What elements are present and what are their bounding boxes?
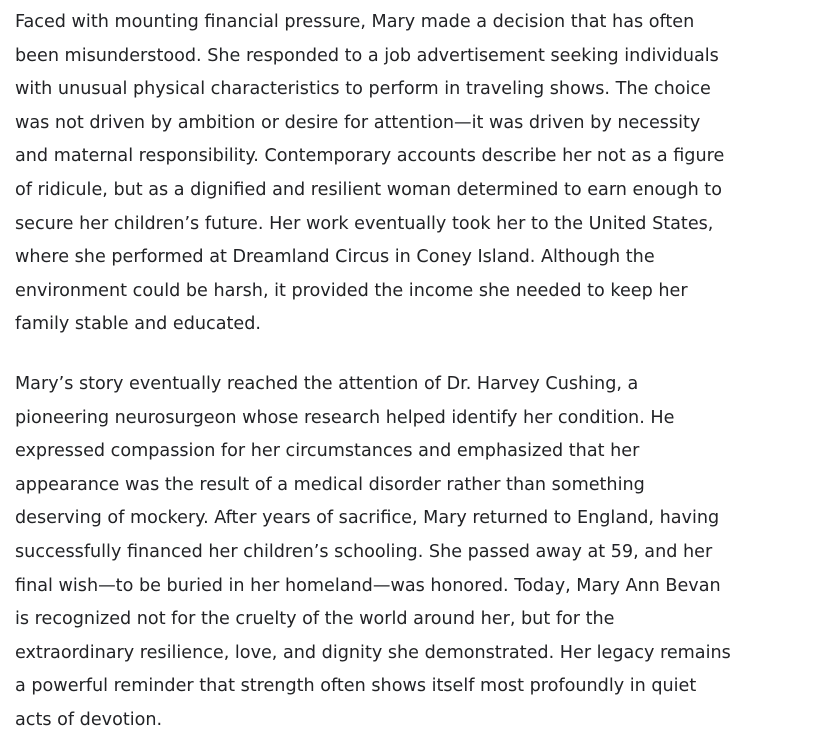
paragraph-line: environment could be harsh, it provided the income she needed to keep her [15,280,688,301]
paragraph-line: is recognized not for the cruelty of the world around her, but for the [15,609,615,630]
paragraph-line: final wish—to be buried in her homeland—was honored. Today, Mary Ann Bevan [15,575,721,596]
paragraph-1 [15,6,817,342]
paragraph-line: with unusual physical characteristics to perform in traveling shows. The choice [15,79,711,100]
paragraph-line: secure her children’s future. Her work eventually took her to the United States, [15,213,714,234]
paragraph-line: Faced with mounting financial pressure, Mary made a decision that has often [15,12,695,32]
paragraph-line: been misunderstood. She responded to a job advertisement seeking individuals [15,45,719,66]
paragraph-line: was not driven by ambition or desire for attention—it was driven by necessity [15,112,701,133]
paragraph-line: a powerful reminder that strength often shows itself most profoundly in quiet [15,676,697,697]
paragraph-line: appearance was the result of a medical disorder rather than something [15,474,645,495]
paragraph-line: pioneering neurosurgeon whose research helped identify her condition. He [15,407,675,428]
paragraph-line: and maternal responsibility. Contemporary accounts describe her not as a figure [15,146,725,167]
paragraph-spacing [15,342,817,368]
paragraph-line: extraordinary resilience, love, and dignity she demonstrated. Her legacy remains [15,642,731,663]
paragraph-line: of ridicule, but as a dignified and resilient woman determined to earn enough to [15,179,722,200]
paragraph-line: successfully financed her children’s schooling. She passed away at 59, and her [15,541,713,562]
paragraph-line: expressed compassion for her circumstances and emphasized that her [15,441,640,462]
paragraph-2 [15,368,817,737]
paragraph-line: family stable and educated. [15,314,261,335]
paragraph-line: acts of devotion. [15,709,163,730]
paragraph-line: where she performed at Dreamland Circus in Coney Island. Although the [15,247,655,268]
paragraph-line: Mary’s story eventually reached the attention of Dr. Harvey Cushing, a [15,373,639,394]
paragraph-line: deserving of mockery. After years of sacrifice, Mary returned to England, having [15,508,720,529]
